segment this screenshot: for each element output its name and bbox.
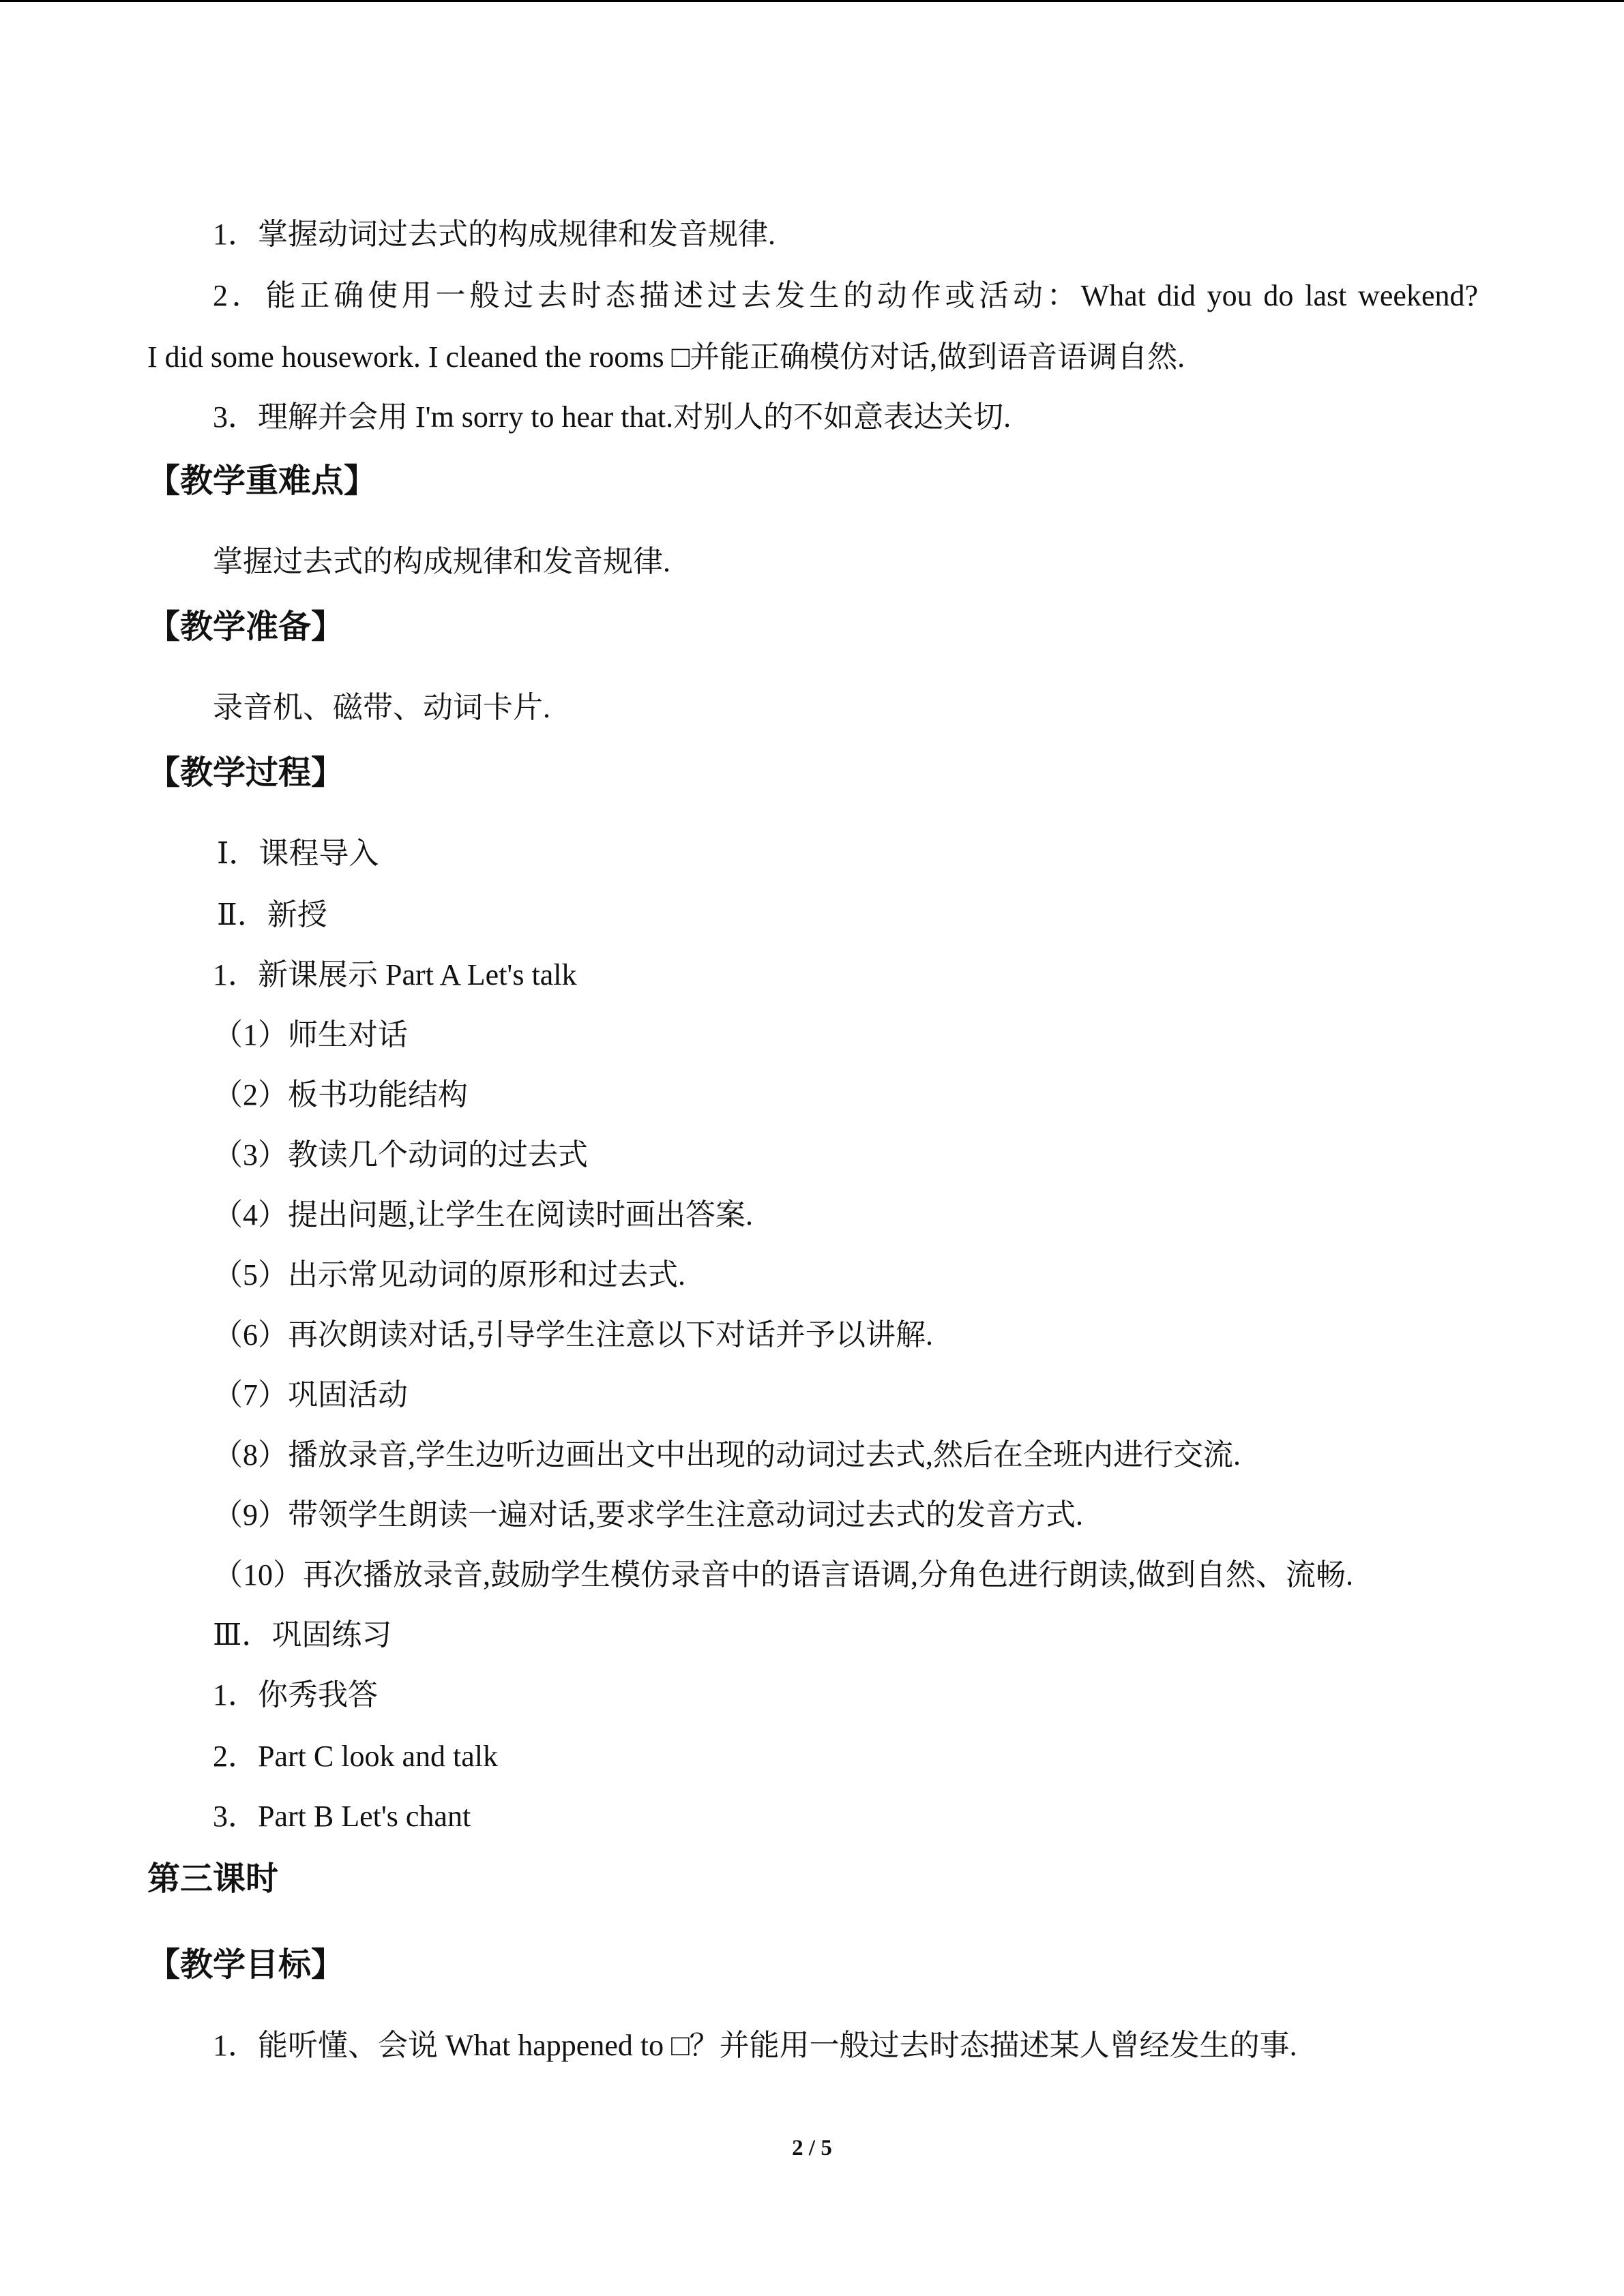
process-item: （10）再次播放录音,鼓励学生模仿录音中的语言语调,分角色进行朗读,做到自然、流畅. [213, 1558, 1353, 1592]
lesson-title: 第三课时 [147, 1860, 279, 1898]
process-item: （8）播放录音,学生边听边画出文中出现的动词过去式,然后在全班内进行交流. [213, 1438, 1241, 1472]
process-item: Ⅱ．新授 [217, 898, 327, 931]
difficulties-text: 掌握过去式的构成规律和发音规律. [213, 545, 670, 578]
section-heading-preparation: 【教学准备】 [147, 608, 344, 646]
process-item: （5）出示常见动词的原形和过去式. [213, 1258, 685, 1292]
lesson3-goal-item-1: 1．能听懂、会说 What happened to □？并能用一般过去时态描述某人曾经发生的事. [213, 2029, 1297, 2062]
goal-item-3: 3．理解并会用 I'm sorry to hear that.对别人的不如意表达关切. [213, 400, 1012, 434]
process-item: （9）带领学生朗读一遍对话,要求学生注意动词过去式的发音方式. [213, 1498, 1083, 1532]
process-item: 1．你秀我答 [213, 1678, 378, 1712]
process-item: （7）巩固活动 [213, 1378, 408, 1412]
section-heading-difficulties: 【教学重难点】 [147, 462, 377, 500]
preparation-text: 录音机、磁带、动词卡片. [213, 691, 550, 724]
process-item: （6）再次朗读对话,引导学生注意以下对话并予以讲解. [213, 1318, 933, 1352]
goal-item-2-continued: I did some housework. I cleaned the rooms □并能正确模仿对话,做到语音语调自然. [147, 340, 1185, 374]
process-item: （4）提出问题,让学生在阅读时画出答案. [213, 1198, 753, 1232]
process-item: （1）师生对话 [213, 1018, 408, 1052]
goal-item-1: 1．掌握动词过去式的构成规律和发音规律. [213, 218, 776, 251]
process-item: 1．新课展示 Part A Let's talk [213, 958, 577, 992]
process-item: Ⅰ．课程导入 [217, 837, 379, 870]
process-item: Ⅲ．巩固练习 [213, 1618, 392, 1652]
process-item: （2）板书功能结构 [213, 1078, 468, 1112]
page-indicator: 2 / 5 [792, 2136, 832, 2160]
process-item: 2．Part C look and talk [213, 1740, 498, 1773]
section-heading-goals: 【教学目标】 [147, 1945, 344, 1984]
section-heading-process: 【教学过程】 [147, 754, 344, 792]
process-item: 3．Part B Let's chant [213, 1800, 471, 1833]
page-top-rule [0, 0, 1624, 2]
process-item: （3）教读几个动词的过去式 [213, 1138, 588, 1172]
goal-item-2: 2．能正确使用一般过去时态描述过去发生的动作或活动：What did you do last weekend? [213, 279, 1478, 312]
